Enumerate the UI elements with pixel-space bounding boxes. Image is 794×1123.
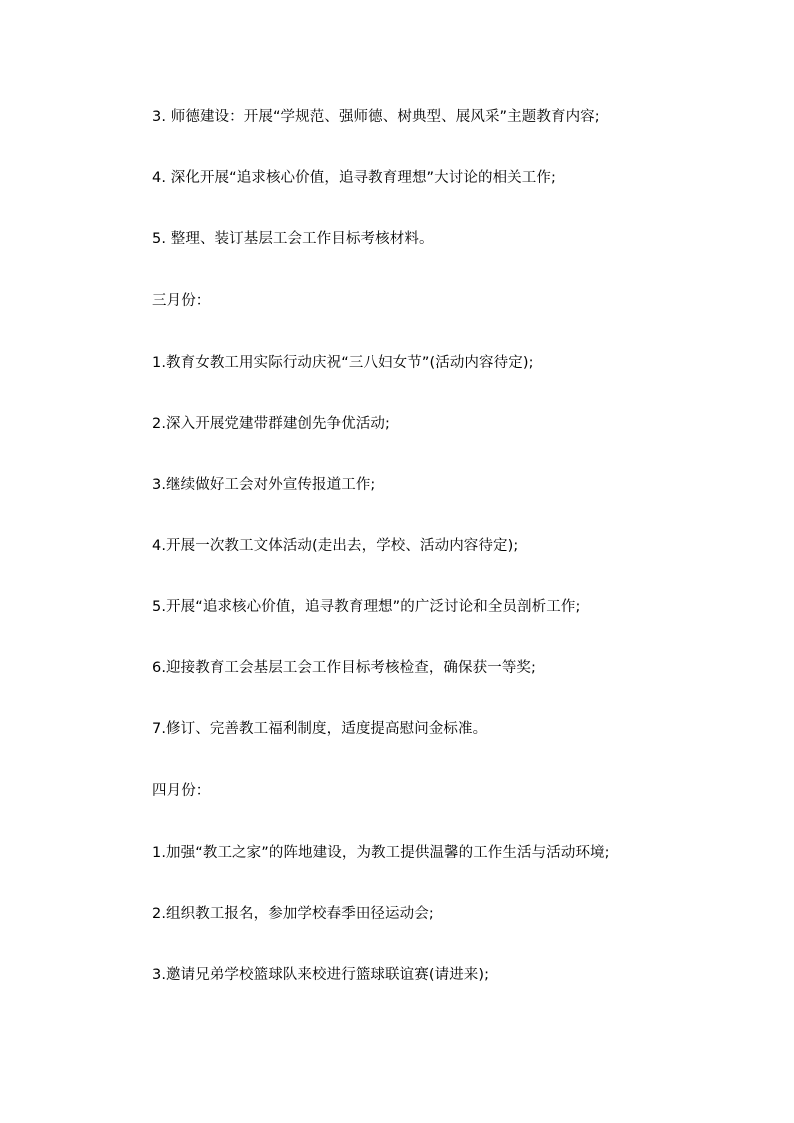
- march-item-7: 7.修订、完善教工福利制度，适度提高慰问金标准。: [152, 721, 488, 737]
- march-item-5: 5.开展“追求核心价值，追寻教育理想”的广泛讨论和全员剖析工作;: [152, 599, 581, 615]
- march-item-3: 3.继续做好工会对外宣传报道工作;: [152, 477, 376, 493]
- april-item-3: 3.邀请兄弟学校篮球队来校进行篮球联谊赛(请进来);: [152, 967, 490, 983]
- march-item-2: 2.深入开展党建带群建创先争优活动;: [152, 416, 391, 432]
- heading-march: 三月份：: [152, 293, 211, 309]
- march-item-1: 1.教育女教工用实际行动庆祝“三八妇女节”(活动内容待定);: [152, 355, 534, 371]
- march-item-6: 6.迎接教育工会基层工会工作目标考核检查，确保获一等奖;: [152, 660, 537, 676]
- april-item-1: 1.加强“教工之家”的阵地建设，为教工提供温馨的工作生活与活动环境;: [152, 845, 610, 861]
- march-item-4: 4.开展一次教工文体活动(走出去，学校、活动内容待定);: [152, 538, 519, 554]
- item-4-core-values-discussion: 4. 深化开展“追求核心价值，追寻教育理想”大讨论的相关工作;: [152, 170, 556, 186]
- heading-april: 四月份：: [152, 783, 211, 799]
- april-item-2: 2.组织教工报名，参加学校春季田径运动会;: [152, 906, 434, 922]
- item-3-teacher-ethics: 3. 师德建设：开展“学规范、强师德、树典型、展风采”主题教育内容;: [152, 109, 600, 125]
- item-5-assessment-materials: 5. 整理、装订基层工会工作目标考核材料。: [152, 231, 434, 247]
